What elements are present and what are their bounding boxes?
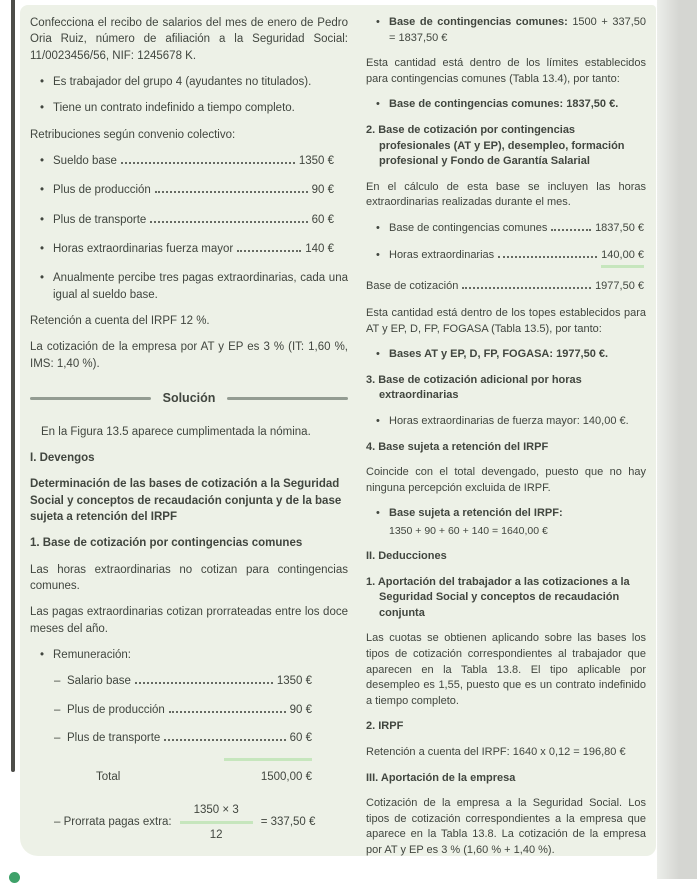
dot-leader-row: [30, 673, 312, 689]
row-value: 1350 €: [276, 675, 312, 688]
bullet-item: [366, 15, 646, 46]
row-value: 90 €: [289, 703, 312, 716]
row-value: 90 €: [311, 184, 334, 197]
bold-lead-text: Base sujeta a retención del IRPF:: [389, 507, 563, 520]
row-marker: •: [40, 184, 45, 197]
divider-line-left: [30, 397, 151, 400]
bullet-text: Anualmente percibe tres pagas extraordinarias, cada una igual al sueldo base.: [53, 272, 348, 301]
bullet-text: Base de contingencias comunes: 1500 + 337,50 = 1837,50 €: [389, 16, 646, 44]
row-marker: •: [40, 213, 45, 226]
page-spine-edge: [11, 0, 15, 772]
paragraph: Confecciona el recibo de salarios del mes de enero de Pedro Oria Ruiz, número de afiliación a la Seguridad Social: 11/0023456/56, NIF: 1245678 K.: [30, 17, 348, 62]
row-marker: •: [376, 222, 380, 235]
bullet-marker: •: [40, 75, 45, 88]
bold-lead-text: Base de contingencias comunes:: [389, 16, 568, 28]
paragraph: Cotización de la empresa a la Seguridad Social. Los tipos de cotización correspondientes a la empresa que aparece en la Tabla 13.8. La cotización de la empresa por AT y EP es 3 % (1,60 % + 1,40 %).: [366, 797, 646, 856]
total-row: [30, 769, 312, 785]
bold-lead-text: Bases AT y EP, D, FP, FOGASA: 1977,50 €.: [389, 348, 609, 361]
dot-leader: [169, 711, 286, 713]
page-edge-shadow: [657, 0, 697, 879]
dot-leader: [551, 229, 591, 231]
bullet-item: [30, 100, 348, 116]
row-label: Base de contingencias comunes: [389, 222, 548, 235]
row-marker: •: [40, 154, 45, 167]
bullet-marker: •: [40, 648, 45, 661]
bullet-marker: •: [376, 348, 380, 361]
paragraph: Las cuotas se obtienen aplicando sobre las bases los tipos de cotización correspondientes al trabajador que aparecen en la Tabla 13.8. El tipo aplicable por desempleo es 1,55, puesto que es un contrato indefinido a tiempo completo.: [366, 632, 646, 707]
bullet-marker: •: [40, 272, 45, 285]
total-label: Total: [96, 771, 121, 784]
green-corner-dot: [9, 872, 20, 883]
bold-lead-text: Base de contingencias comunes: 1837,50 €.: [389, 98, 619, 111]
row-value: 60 €: [289, 731, 312, 744]
solution-label: Solución: [162, 390, 216, 405]
total-value: 1500,00 €: [260, 771, 312, 784]
dot-leader: [164, 739, 285, 741]
row-value: 140,00 €: [601, 248, 644, 269]
dot-leader: [155, 191, 308, 193]
dot-leader-row: [30, 182, 334, 198]
row-label: Sueldo base: [53, 154, 117, 167]
dot-leader-row: [366, 279, 644, 295]
bullet-text: Remuneración:: [53, 648, 131, 661]
formula-line: 1350 + 90 + 60 + 140 = 1640,00 €: [389, 525, 548, 538]
paragraph: Retención a cuenta del IRPF 12 %.: [30, 314, 210, 327]
paragraph: Las horas extraordinarias no cotizan para contingencias comunes.: [30, 563, 348, 592]
row-label: Salario base: [67, 675, 131, 688]
paragraph: En el cálculo de esta base se incluyen las horas extraordinarias realizadas durante el mes.: [366, 180, 646, 209]
section-heading: II. Deducciones: [366, 549, 447, 562]
dot-leader-row: [366, 248, 644, 269]
dot-leader: [150, 221, 307, 223]
paragraph: Coincide con el total devengado, puesto que no hay ninguna percepción excluida de IRPF.: [366, 466, 646, 494]
row-marker: •: [376, 248, 380, 261]
bullet-marker: •: [376, 16, 380, 28]
bullet-text: [389, 506, 646, 539]
solution-divider: [30, 390, 348, 408]
row-value: 1837,50 €: [595, 222, 644, 235]
dot-leader: [462, 287, 591, 289]
section-heading: 1. Base de cotización por contingencias comunes: [30, 537, 303, 550]
dot-leader-row: [30, 730, 312, 746]
paragraph: Retribuciones según convenio colectivo:: [30, 128, 236, 141]
dot-leader: [121, 162, 295, 164]
section-heading: 3. Base de cotización adicional por horas extraordinarias: [366, 373, 582, 402]
left-column: [30, 15, 360, 856]
bullet-item: [366, 506, 646, 539]
row-marker: –: [54, 675, 61, 688]
dot-leader-row: [30, 212, 334, 228]
fraction-numerator: 1350 × 3: [180, 802, 253, 824]
exercise-panel: [20, 5, 656, 856]
bullet-text: [389, 97, 646, 113]
paragraph: La cotización de la empresa por AT y EP es 3 % (IT: 1,60 %, IMS: 1,40 %).: [30, 341, 348, 370]
section-heading: Determinación de las bases de cotización a la Seguridad Social y conceptos de recaudación conjunta y de la base sujeta a retención del IRPF: [30, 478, 342, 523]
total-block: [30, 758, 348, 785]
bullet-item: [30, 647, 348, 663]
row-label: Horas extraordinarias: [389, 248, 495, 261]
fraction-result: = 337,50 €: [260, 816, 316, 829]
fraction: [180, 802, 253, 844]
section-heading: 1. Aportación del trabajador a las cotizaciones a la Seguridad Social y conceptos de recaudación conjunta: [366, 575, 630, 619]
bullet-item: [366, 414, 646, 430]
bullet-marker: •: [40, 102, 45, 115]
paragraph: Esta cantidad está dentro de los topes establecidos para AT y EP, D, FP, FOGASA (Tabla 13.5), por tanto:: [366, 306, 646, 335]
dot-leader-row: [366, 221, 644, 237]
row-marker: •: [40, 242, 45, 255]
bullet-text: Horas extraordinarias de fuerza mayor: 140,00 €.: [389, 414, 629, 427]
dot-leader-row: [30, 241, 334, 257]
bullet-marker: •: [376, 98, 380, 111]
section-heading: 2. Base de cotización por contingencias profesionales (AT y EP), desempleo, formación profesional y Fondo de Garantía Salarial: [366, 124, 625, 168]
bullet-item: [30, 74, 348, 90]
row-marker: –: [54, 731, 61, 744]
bullet-marker: •: [376, 414, 380, 427]
paragraph: Las pagas extraordinarias cotizan prorrateadas entre los doce meses del año.: [30, 606, 348, 635]
paragraph: En la Figura 13.5 aparece cumplimentada la nómina.: [41, 425, 311, 438]
row-label: Plus de producción: [53, 184, 151, 197]
paragraph: Esta cantidad está dentro de los límites establecidos para contingencias comunes (Tabla 13.4), por tanto:: [366, 57, 646, 85]
section-heading: I. Devengos: [30, 452, 95, 464]
row-label: Plus de transporte: [53, 213, 147, 226]
row-marker: –: [54, 703, 61, 716]
row-value: 1977,50 €: [595, 280, 644, 293]
bullet-item: [366, 347, 646, 363]
row-label: Plus de producción: [67, 703, 165, 716]
dot-leader: [135, 682, 273, 684]
paragraph: Retención a cuenta del IRPF: 1640 x 0,12 = 196,80 €: [366, 746, 626, 759]
bullet-marker: •: [376, 507, 380, 520]
row-label: Horas extraordinarias fuerza mayor: [53, 242, 234, 255]
bullet-item: [366, 97, 646, 113]
row-value: 60 €: [311, 213, 334, 226]
bullet-text: Tiene un contrato indefinido a tiempo completo.: [53, 102, 295, 115]
row-label: Plus de transporte: [67, 731, 161, 744]
section-heading: III. Aportación de la empresa: [366, 771, 516, 784]
bullet-text: Es trabajador del grupo 4 (ayudantes no titulados).: [53, 75, 312, 88]
section-heading: 2. IRPF: [366, 720, 404, 733]
dot-leader: [498, 256, 597, 258]
row-label: Base de cotización: [366, 280, 459, 293]
row-value: 1350 €: [298, 154, 334, 167]
fraction-denominator: 12: [209, 828, 223, 841]
section-heading: 4. Base sujeta a retención del IRPF: [366, 440, 549, 453]
row-value: 140 €: [305, 242, 334, 255]
dot-leader: [237, 250, 301, 252]
total-rule: [224, 758, 312, 761]
divider-line-right: [227, 397, 348, 400]
bullet-text: [389, 347, 646, 363]
dot-leader-row: [30, 153, 334, 169]
right-column: [360, 15, 646, 856]
bullet-item: [30, 270, 348, 303]
fraction-formula: [30, 802, 348, 844]
dot-leader-row: [30, 702, 312, 718]
fraction-prefix: – Prorrata pagas extra:: [54, 816, 172, 829]
